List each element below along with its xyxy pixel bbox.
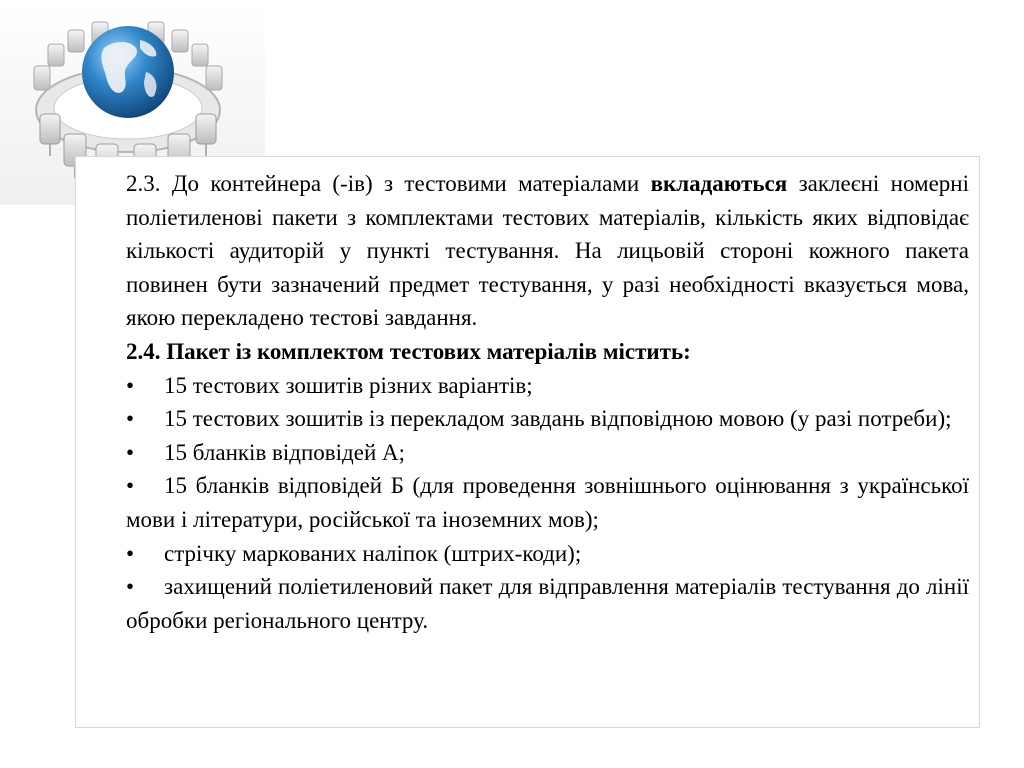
paragraph-2-3-start: 2.3. До контейнера (-ів) з тестовими матеріалами [126,171,651,196]
list-item [126,570,969,637]
bullet: • [126,473,135,499]
list-item [126,402,969,436]
paragraph-2-3-bold: вкладаються [650,171,788,196]
content-frame [75,156,980,728]
list-item [126,436,969,470]
bullet: • [126,406,135,432]
list-item-text: 15 бланків відповідей Б (для проведення зовнішнього оцінювання з української мови і літератури, російської та іноземних мов); [126,473,969,532]
section-2-4-title: 2.4. Пакет із комплектом тестових матеріалів містить: [126,338,691,364]
bullet: • [126,372,135,398]
bullet: • [126,439,135,465]
list-item-text: 15 тестових зошитів різних варіантів; [164,372,533,398]
list-item-text: 15 тестових зошитів із перекладом завдань відповідною мовою (у разі потреби); [164,406,952,432]
list-item [126,537,969,571]
paragraph-2-3-rest: заклеєні номерні поліетиленові пакети з комплектами тестових матеріалів, кількість яких відповідає кількості аудиторій у пункті тестування. На лицьовій стороні кожного пакета повинен бути зазначений предмет тестування, у разі необхідності вказується мова, якою перекладено тестові завдання. [126,171,969,331]
slide-text [126,167,969,637]
list-item [126,469,969,536]
bullet: • [126,540,135,566]
list-item-text: захищений поліетиленовий пакет для відправлення матеріалів тестування до лінії обробки регіонального центру. [126,574,969,633]
list-item [126,369,969,403]
bullet: • [126,574,135,600]
paragraph-2-3 [126,167,969,335]
list-item-text: стрічку маркованих наліпок (штрих-коди); [164,540,582,566]
list-item-text: 15 бланків відповідей А; [164,439,406,465]
